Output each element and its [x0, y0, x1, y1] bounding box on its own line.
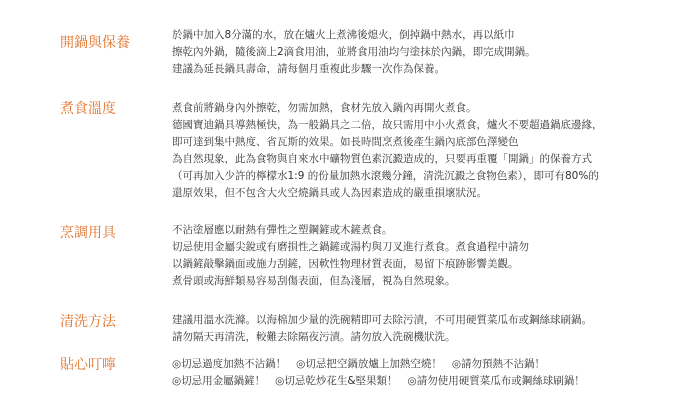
section-body: [172, 27, 687, 78]
body-line: 為自然現象，此為食物與自來水中礦物質色素沉澱造成的，只要再重覆「開鍋」的保養方式: [172, 153, 592, 165]
body-line: 建議為延長鍋具壽命，請每個月重複此步驟一次作為保養。: [172, 63, 445, 75]
body-line: 建議用溫水洗滌。以海棉加少量的洗碗精即可去除污漬，不可用硬質菜瓜布或鋼絲球刷鍋。: [172, 314, 592, 326]
body-line: 以鍋鏟敲擊鍋面或施力刮鏟，因軟性物理材質表面，易留下痕跡影響美觀。: [172, 258, 519, 270]
body-line: 請勿隔天再清洗，較難去除隔夜污漬。請勿放入洗碗機狀洗。: [172, 331, 456, 343]
tip-item: ◎切忌乾炒花生&堅果類！: [275, 375, 398, 387]
section-heading: 貼心叮嚀: [60, 357, 116, 373]
section-body: [172, 222, 687, 290]
tip-item: ◎切忌過度加熱不沾鍋！: [172, 358, 287, 370]
body-line: 即可達到集中熱度、省瓦斯的效果。如長時間烹煮後產生鍋內底部色澤變色: [172, 136, 519, 148]
tips-body: [172, 356, 687, 390]
body-line: 於鍋中加入8分滿的水，放在爐火上煮沸後熄火，倒掉鍋中熱水，再以紙巾: [172, 29, 515, 41]
body-line: 切忌使用金屬尖銳或有磨損性之鍋鏟或湯杓與刀叉進行煮食。煮食過程中請勿: [172, 241, 529, 253]
section-body: [172, 100, 687, 202]
body-line: （可再加入少許的檸檬水1:9 的份量加熱水滾幾分鐘，清洗沉澱之食物色素），即可有80%的: [172, 170, 599, 182]
tip-item: ◎切忌把空鍋放爐上加熱空燒！: [296, 358, 442, 370]
body-line: 擦乾內外鍋，隨後滴上2滴食用油，並將食用油均勻塗抹於內鍋，即完成開鍋。: [172, 46, 536, 58]
body-line: 煮食前將鍋身內外擦乾，勿需加熱，食材先放入鍋內再開火煮食。: [172, 102, 477, 114]
section-heading: 清洗方法: [60, 314, 116, 330]
section-body: [172, 312, 687, 346]
body-line: 煮骨頭或海鮮類易容易刮傷表面，但為淺層，視為自然現象。: [172, 275, 456, 287]
tips-row: [172, 356, 687, 373]
body-line: 不沾塗層應以耐熱有彈性之塑鋼鏟或木鏟煮食。: [172, 224, 393, 236]
body-line: 還原效果，但不包含大火空燒鍋具或人為因素造成的嚴重損壞狀況。: [172, 187, 487, 199]
tips-row: [172, 373, 687, 390]
section-heading: 開鍋與保養: [60, 35, 130, 51]
section-heading: 煮食溫度: [60, 101, 116, 117]
tip-item: ◎切忌用金屬鍋鏟！: [172, 375, 266, 387]
tip-item: ◎請勿使用硬質菜瓜布或鋼絲球刷鍋！: [407, 375, 585, 387]
section-heading: 烹調用具: [60, 225, 116, 241]
tip-item: ◎請勿預熱不沾鍋！: [451, 358, 546, 370]
body-line: 德國寶迪鍋具導熱極快，為一般鍋具之二倍，故只需用中小火煮食，爐火不要超過鍋底邊緣，: [172, 119, 603, 131]
